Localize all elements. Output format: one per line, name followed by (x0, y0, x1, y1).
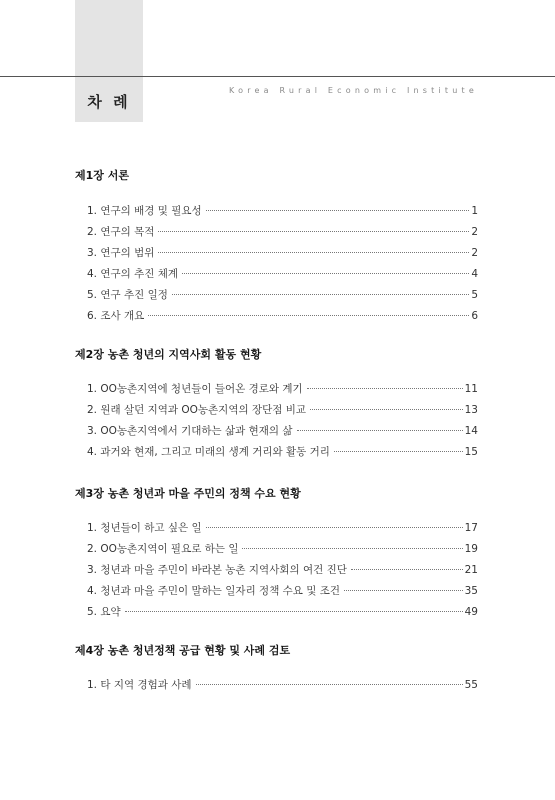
toc-entry-page: 11 (464, 383, 478, 395)
toc-entry-label: 6. 조사 개요 (87, 310, 145, 322)
dot-leader (351, 568, 463, 570)
dot-leader (297, 429, 463, 431)
toc-entry-page: 2 (471, 226, 478, 238)
toc-entry-label: 4. 청년과 마을 주민이 말하는 일자리 정책 수요 및 조건 (87, 585, 341, 597)
toc-entry[interactable] (75, 400, 478, 421)
toc-entry-label: 5. 연구 추진 일정 (87, 289, 168, 301)
toc-entry-page: 14 (464, 425, 478, 437)
dot-leader (334, 450, 463, 452)
dot-leader (310, 408, 463, 410)
toc-entry-page: 49 (464, 606, 478, 618)
dot-leader (242, 547, 462, 549)
chapter-4 (75, 643, 478, 696)
toc-entry-page: 21 (464, 564, 478, 576)
dot-leader (125, 610, 463, 612)
toc-entry[interactable] (75, 581, 478, 602)
toc-entry[interactable] (75, 222, 478, 243)
toc-entry-page: 35 (464, 585, 478, 597)
toc-entry-page: 6 (471, 310, 478, 322)
toc-entry-label: 2. OO농촌지역이 필요로 하는 일 (87, 543, 239, 555)
toc-entry-page: 15 (464, 446, 478, 458)
chapter-3 (75, 486, 478, 623)
toc-entry[interactable] (75, 306, 478, 327)
dot-leader (206, 209, 470, 211)
dot-leader (148, 314, 469, 316)
toc-entry-label: 5. 요약 (87, 606, 121, 618)
toc-entry-label: 4. 과거와 현재, 그리고 미래의 생계 거리와 활동 거리 (87, 446, 330, 458)
dot-leader (182, 272, 469, 274)
toc-entry-label: 1. 타 지역 경험과 사례 (87, 679, 192, 691)
chapter-1 (75, 168, 478, 327)
toc-entry-page: 19 (464, 543, 478, 555)
toc-entry-page: 2 (471, 247, 478, 259)
toc-entry[interactable] (75, 264, 478, 285)
toc-entry[interactable] (75, 285, 478, 306)
toc-entry-page: 13 (464, 404, 478, 416)
toc-entry-label: 2. 원래 살던 지역과 OO농촌지역의 장단점 비교 (87, 404, 307, 416)
institute-name: Korea Rural Economic Institute (229, 86, 478, 95)
chapter-2 (75, 347, 478, 463)
toc-entry-label: 4. 연구의 추진 체계 (87, 268, 179, 280)
chapter-title: 제2장 농촌 청년의 지역사회 활동 현황 (75, 348, 262, 361)
toc-entry-label: 3. 연구의 범위 (87, 247, 155, 259)
chapter-title: 제3장 농촌 청년과 마을 주민의 정책 수요 현황 (75, 487, 301, 500)
dot-leader (172, 293, 469, 295)
toc-entry-label: 1. OO농촌지역에 청년들이 들어온 경로와 계기 (87, 383, 303, 395)
toc-entry-label: 1. 연구의 배경 및 필요성 (87, 205, 202, 217)
toc-entry[interactable] (75, 442, 478, 463)
toc-entry[interactable] (75, 379, 478, 400)
header-divider (0, 76, 555, 77)
page-title: 차 례 (87, 93, 131, 111)
toc-entry-page: 5 (471, 289, 478, 301)
chapter-title: 제4장 농촌 청년정책 공급 현황 및 사례 검토 (75, 644, 291, 657)
dot-leader (196, 683, 463, 685)
dot-leader (307, 387, 463, 389)
toc-entry[interactable] (75, 201, 478, 222)
toc-entry[interactable] (75, 421, 478, 442)
toc-entry-page: 4 (471, 268, 478, 280)
header-tab-block (75, 0, 143, 122)
chapter-title: 제1장 서론 (75, 169, 129, 182)
dot-leader (206, 526, 463, 528)
toc-entry[interactable] (75, 560, 478, 581)
toc-entry[interactable] (75, 602, 478, 623)
toc-entry[interactable] (75, 518, 478, 539)
toc-entry[interactable] (75, 243, 478, 264)
toc-entry-page: 1 (471, 205, 478, 217)
toc-entry[interactable] (75, 675, 478, 696)
dot-leader (158, 230, 469, 232)
toc-entry-label: 2. 연구의 목적 (87, 226, 155, 238)
dot-leader (344, 589, 463, 591)
toc-entry-label: 1. 청년들이 하고 싶은 일 (87, 522, 202, 534)
dot-leader (158, 251, 469, 253)
toc-entry-label: 3. OO농촌지역에서 기대하는 삶과 현재의 삶 (87, 425, 293, 437)
toc-entry-page: 55 (464, 679, 478, 691)
toc-entry[interactable] (75, 539, 478, 560)
toc-entry-page: 17 (464, 522, 478, 534)
toc-entry-label: 3. 청년과 마을 주민이 바라본 농촌 지역사회의 여건 진단 (87, 564, 347, 576)
